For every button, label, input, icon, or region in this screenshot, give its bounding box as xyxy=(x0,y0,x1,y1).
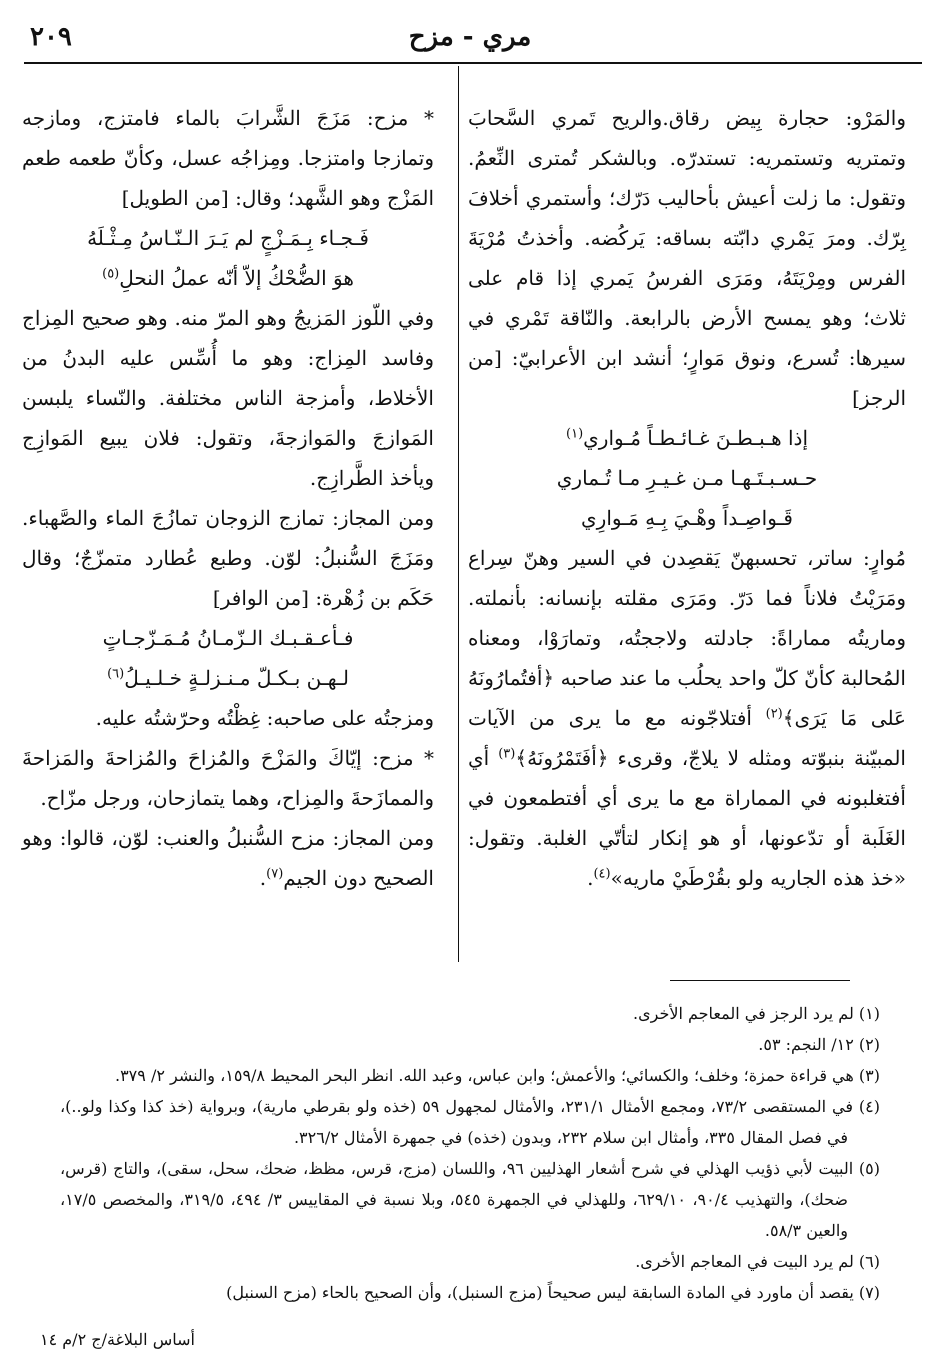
column-divider xyxy=(458,66,459,962)
page-number: ٢٠٩ xyxy=(30,22,72,52)
footnote: (١) لم يرد الرجز في المعاجم الأخرى. xyxy=(633,1004,880,1023)
footnote-ref: (٧) xyxy=(266,866,284,882)
entry-paragraph: ومن المجاز: تمازج الزوجان تمازُجَ الماء والصَّهباء. ومَزَجَ السُّنبلُ: لوّن. وطبع عُطارد متمزّجٌ؛ وقال حَكَم بن زُهْرة: [من الوافر] xyxy=(22,506,434,610)
left-column xyxy=(22,98,434,898)
footnote-ref: (٣) xyxy=(498,746,516,762)
footnote-ref: (١) xyxy=(566,426,584,442)
end-dot: . xyxy=(587,866,594,890)
paragraph-text: أفتلاجّونه مع ما يرى من الآيات المبيّنة بنبوّته ومثله لا يلاجّ، وقرىء ﴿أفَتَمْرُونَهُ﴾ xyxy=(468,706,906,770)
verse-text: لـهـن بـكـلّ مـنـزلـةٍ خـلـيـلُ xyxy=(124,666,349,690)
entry-marw-paragraph: والمَرْو: حجارة بِيض رقاق.والريح تَمري السَّحابَ وتمتريه وتستمريه: تستدرّه. وبالشكر تُمترى النِّعمُ. وتقول: ما زلت أعيش بأحاليب دَرّك؛ وأستمري أخلافَ بِرّك. ومرَ يَمْري دابّته بساقه: يَركُضه. وأخذتُ مُرْيَةَ الفرس ومِرْيَتَهُ، ومَرَى الفرسُ يَمري إذا قام على ثلاث؛ وهو يمسح الأرض بالرابعة. والنّاقة تَمْري في سيرها: تُسرع، ونوق مَوارٍ؛ أنشد ابن الأعرابيّ: [من الرجز] xyxy=(468,106,906,410)
footnote-ref: (٦) xyxy=(107,666,125,682)
footnote-ref: (٢) xyxy=(765,706,783,722)
verse-line: حـسـبـتَـهـا مـن غـيـرِ مـا تُـماري xyxy=(556,466,818,490)
verse-line: فَـجـاء بِـمَـزْجٍ لم يَـرَ الـنّـاسُ مِـثْـلَهُ xyxy=(87,226,369,250)
verse-line xyxy=(468,418,906,458)
footnote: (٣) هي قراءة حمزة؛ وخلف؛ والكسائي؛ والأعمش؛ وابن عباس، وعبد الله. انظر البحر المحيط ١٥٩/٨، والنشر ٢/ ٣٧٩. xyxy=(114,1066,880,1085)
entry-paragraph: وفي اللّوز المَزيجُ وهو المرّ منه. وهو صحيح المِزاج وفاسد المِزاج: وهو ما أُسِّس عليه البدنُ من الأخلاط، وأمزجة الناس مختلفة. والنّساء يلبسن المَوازجَ والمَوازجةَ، وتقول: فلان يبيع المَوازِج ويأخذ الطَّرازِج. xyxy=(22,306,434,490)
verse-line: فـأعـقـبـك الـزّمـانُ مُـمَـزّجـاتٍ xyxy=(102,626,354,650)
verse-text: هوَ الضُّحْكُ إلاّ أنّه عملُ النحلِ xyxy=(119,266,354,290)
entry-mazaj-paragraph: * مزح: مَزَجَ الشَّرابَ بالماء فامتزج، ومازجه وتمازجا وامتزجا. ومِزاجُه عسل، وكأنّ طعمه طعم المَزْج وهو الشَّهد؛ وقال: [من الطويل] xyxy=(22,106,434,210)
header-rule xyxy=(24,62,922,64)
paragraph-text: أي أفتغلبونه في المماراة مع ما يرى أي أفتطمعون في الغَلَبة أو تدّعونها، أو هو إنكار لتأتّي الغلبة. وتقول: «خذ هذه الجاريه ولو بقُرْطَيْ ماريه» xyxy=(468,746,906,890)
entry-paragraph: ومزجتُه على صاحبه: غِظْتُه وحرّشتُه عليه. xyxy=(95,706,434,730)
footnote: (٦) لم يرد البيت في المعاجم الأخرى. xyxy=(635,1252,880,1271)
verse-line xyxy=(22,258,434,298)
footnote: (٢) ١٢/ النجم: ٥٣. xyxy=(758,1035,880,1054)
footnote-rule xyxy=(670,980,850,981)
verse-text: إذا هـبـطـنَ غـائـطـاً مُـواري xyxy=(583,426,808,450)
footnote: (٧) يقصد أن ماورد في المادة السابقة ليس صحيحاً (مزج السنبل)، وأن الصحيح بالحاء (مزح السنبل) xyxy=(226,1283,880,1302)
footnote: (٤) في المستقصى ٧٣/٢، ومجمع الأمثال ٢٣١/١، والأمثال لمجهول ٥٩ (خذه ولو بقرطي مارية)، وبرواية (خذ كذا وكذا ولو..)، في فصل المقال ٣٣٥، وأمثال ابن سلام ٢٣٢، وبدون (خذه) في جمهرة الأمثال ٣٢٦/٢. xyxy=(60,1097,881,1147)
footnotes xyxy=(60,998,880,1308)
footnote-ref: (٥) xyxy=(102,266,120,282)
signature-line: أساس البلاغة/ج ٢/م ١٤ xyxy=(40,1330,195,1349)
entry-paragraph xyxy=(468,538,906,898)
footnote-ref: (٤) xyxy=(593,866,611,882)
entry-mazah-paragraph: * مزح: إيّاكَ والمَزْحَ والمُزاحَ والمُزاحةَ والمَزاحةَ والممازَحةَ والمِزاح، وهما يتمازحان، ورجل مزّاح. xyxy=(22,746,434,810)
paragraph-text: ومن المجاز: مزح السُّنبلُ والعنب: لوّن، قالوا: وهو الصحيح دون الجيم xyxy=(22,826,434,890)
footnote: (٥) البيت لأبي ذؤيب الهذلي في شرح أشعار الهذليين ٩٦، واللسان (مزج، قرس، مظظ، ضحك، سحل، سقى)، والتاج (قرس، ضحك)، والتهذيب ٩٠/٤، ٦٢٩/١٠، وللهذلي في الجمهرة ٥٤٥، وبلا نسبة في المقاييس ٣/ ٤٩٤، ٣١٩/٥، والمخصص ١٧/٥، والعين ٥٨/٣. xyxy=(60,1159,881,1240)
paragraph-text: مُوارٍ: ساتر، تحسبهنّ يَقصِدن في السير وهنّ سِراع ومَرَيْتُ فلاناً فما دَرّ. ومَرَى مقلته بإنسانه: بأنملته. وماريتُه مماراةً: جادلته ولاججتُه، وتمارَوْا، ومعناه المُحالبة كأنّ كلّ واحد يحلُب ما عند صاحبه ﴿أفتُمارُونَهُ عَلى مَا يَرَى﴾ xyxy=(468,546,906,730)
verse-line: قَـواصِـداً وهْـيَ بِـهِ مَـوارِي xyxy=(581,506,793,530)
right-column xyxy=(468,98,906,898)
end-dot: . xyxy=(259,866,267,890)
verse-line xyxy=(22,658,434,698)
page-title: مري - مزح xyxy=(408,22,532,52)
entry-paragraph xyxy=(22,818,434,898)
